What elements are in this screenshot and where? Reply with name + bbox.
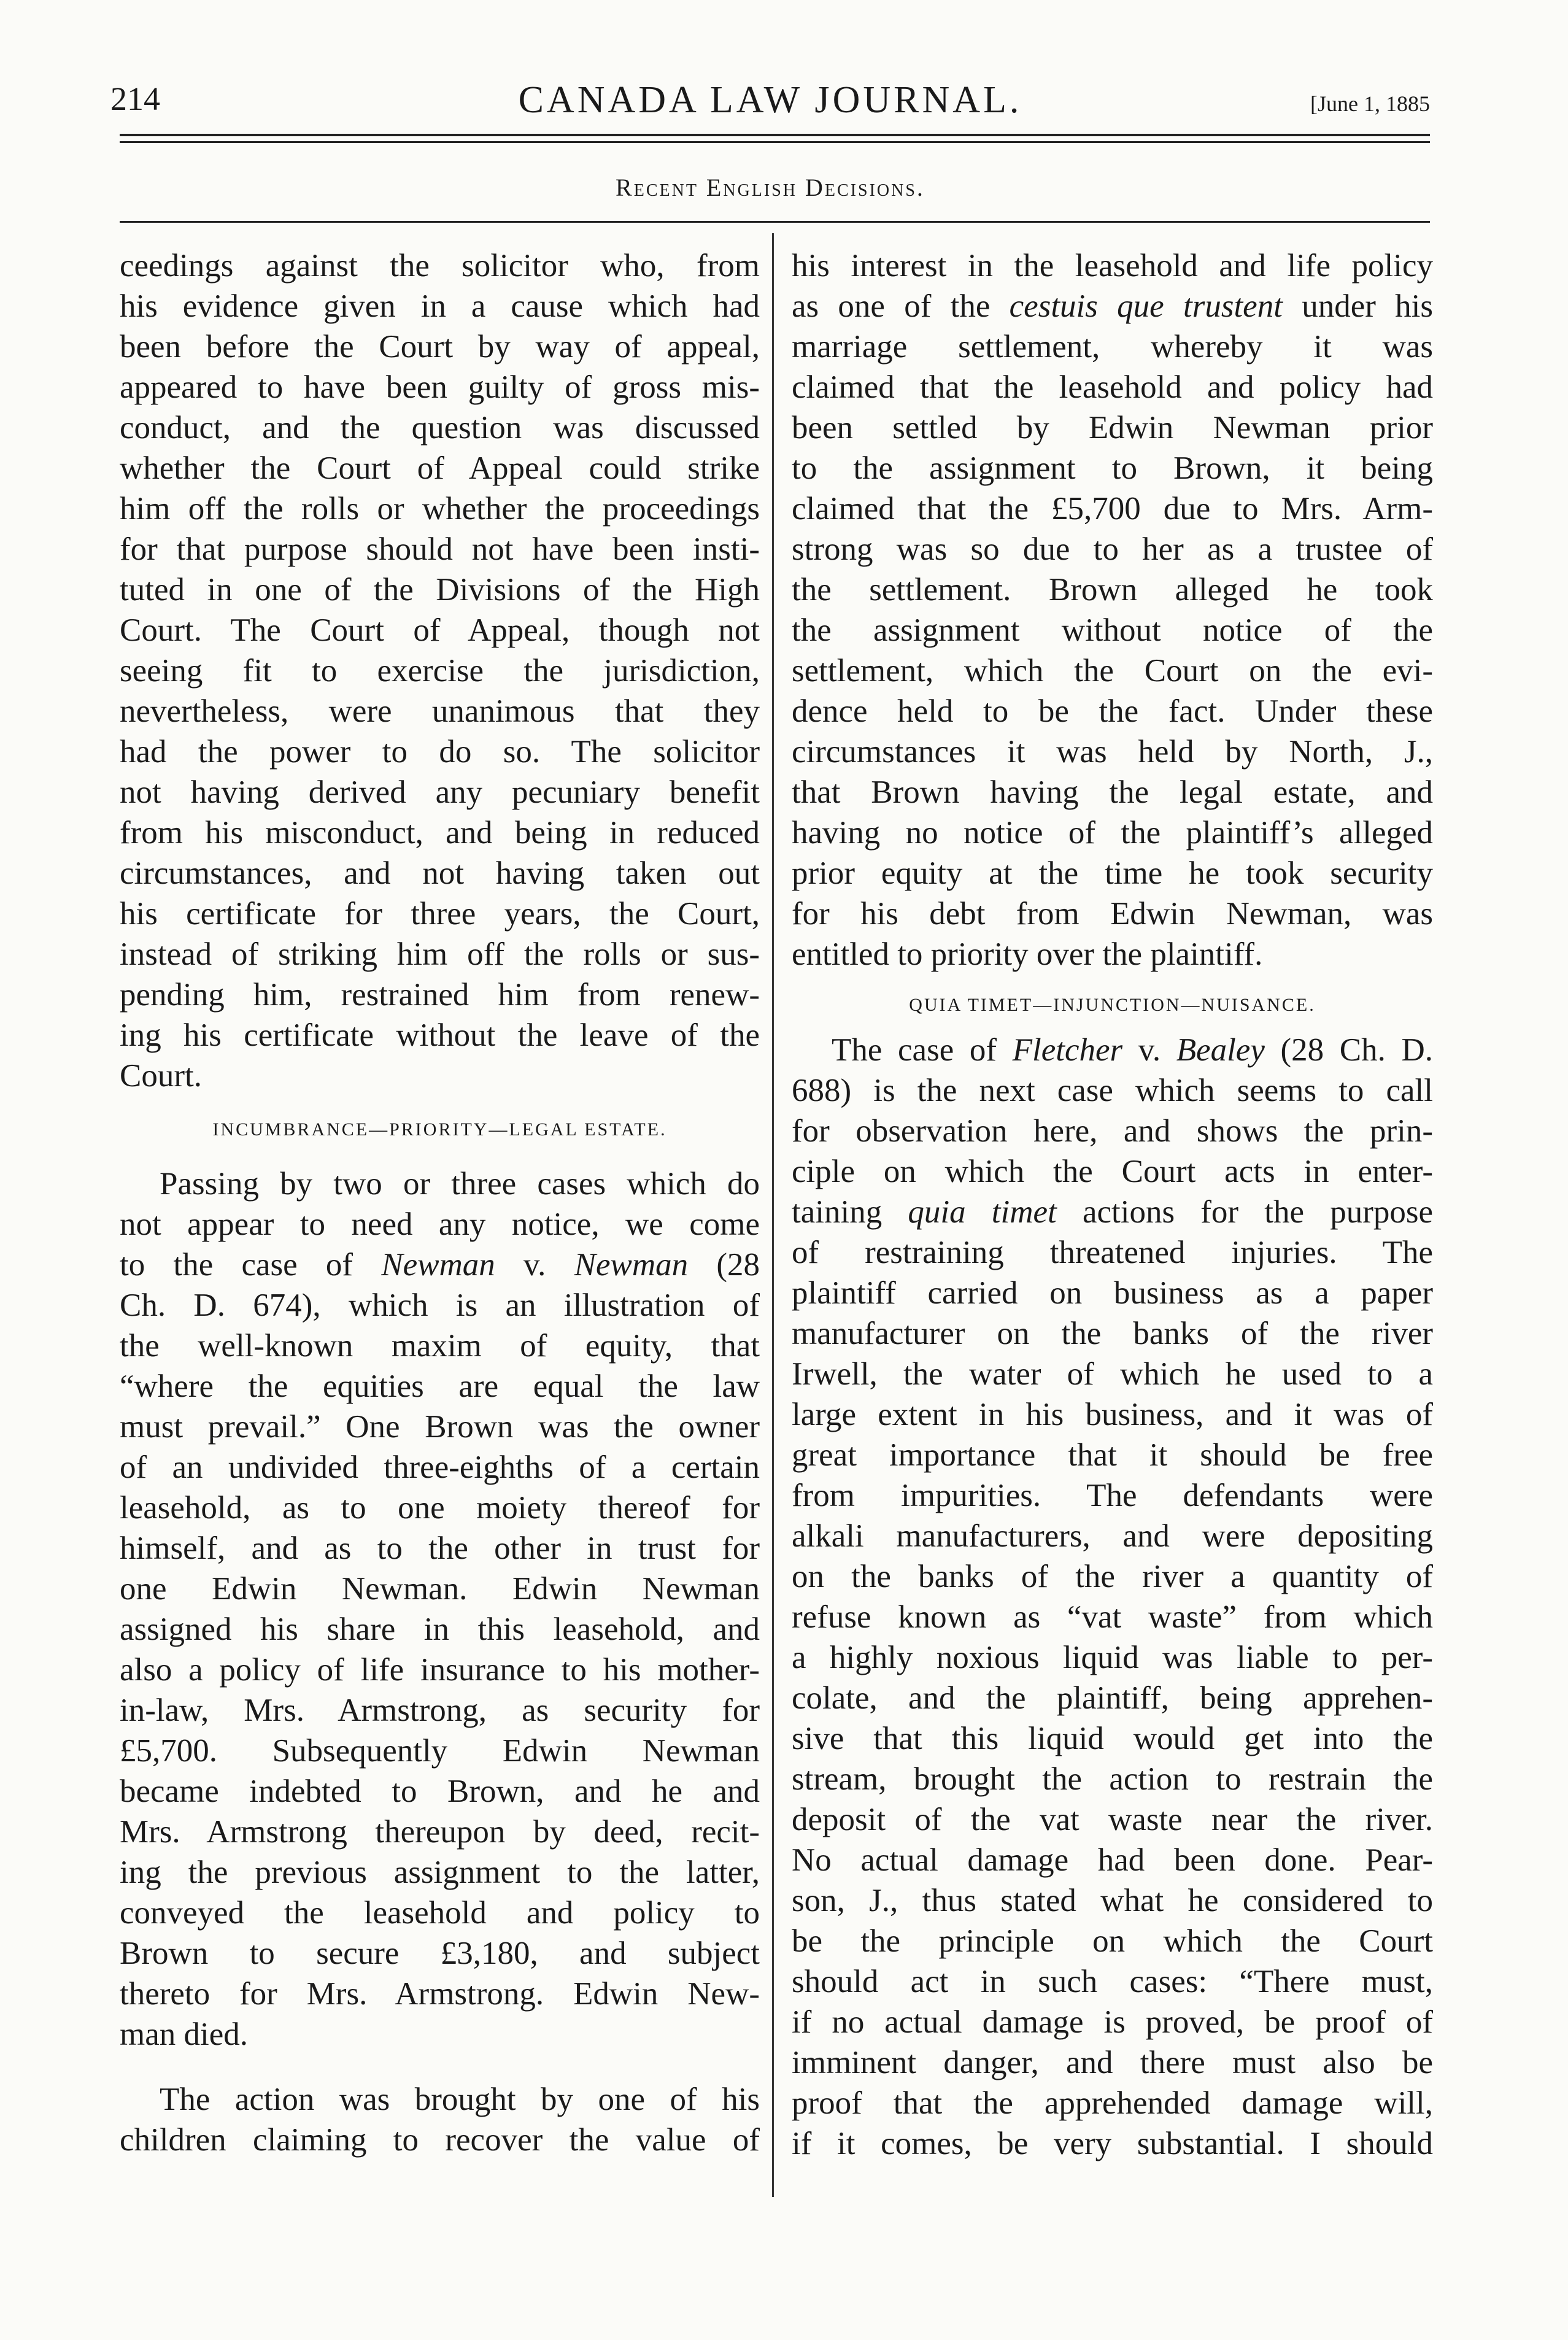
text-line: not appear to need any notice, we come (120, 1207, 760, 1242)
text-line: prior equity at the time he took security (792, 855, 1433, 891)
text-line: if no actual damage is proved, be proof of (792, 2004, 1433, 2040)
text-line: strong was so due to her as a trustee of (792, 531, 1433, 567)
text-line: his certificate for three years, the Court, (120, 896, 760, 932)
text-line: one Edwin Newman. Edwin Newman (120, 1571, 760, 1607)
case-name: Fletcher (1012, 1032, 1123, 1068)
text-line: £5,700. Subsequently Edwin Newman (120, 1733, 760, 1769)
text-line: had the power to do so. The solicitor (120, 734, 760, 770)
subsection-heading: INCUMBRANCE—PRIORITY—LEGAL ESTATE. (212, 1119, 667, 1140)
left-column (120, 245, 760, 2160)
text-line: man died. (120, 2017, 248, 2052)
case-name: Newman (574, 1247, 689, 1283)
text-line: Ch. D. 674), which is an illustration of (120, 1288, 760, 1323)
paragraph (120, 2079, 760, 2160)
text-line: ciple on which the Court acts in enter- (792, 1154, 1433, 1189)
text-line: as one of the cestuis que trustent under his (792, 288, 1433, 324)
text-line: refuse known as “vat waste” from which (792, 1599, 1433, 1635)
text-line: deposit of the vat waste near the river. (792, 1802, 1433, 1837)
case-name: Newman (381, 1247, 495, 1283)
text-line: having no notice of the plaintiff’s alleged (792, 815, 1433, 851)
header-rule (120, 134, 1430, 136)
text-line: his evidence given in a cause which had (120, 288, 760, 324)
text-line: proof that the apprehended damage will, (792, 2085, 1433, 2121)
text-line: a highly noxious liquid was liable to per- (792, 1640, 1433, 1675)
text-line: Passing by two or three cases which do (160, 1166, 760, 1202)
right-column (792, 245, 1433, 2164)
text-line: Irwell, the water of which he used to a (792, 1356, 1433, 1392)
section-title: Recent English Decisions. (616, 174, 925, 201)
text-line: appeared to have been guilty of gross mis- (120, 369, 760, 405)
text-line: on the banks of the river a quantity of (792, 1559, 1433, 1594)
paragraph (120, 245, 760, 1096)
text-line: should act in such cases: “There must, (792, 1964, 1433, 1999)
text-line: the settlement. Brown alleged he took (792, 572, 1433, 608)
text-line: sive that this liquid would get into the (792, 1721, 1433, 1756)
text-line: Mrs. Armstrong thereupon by deed, recit- (120, 1814, 760, 1850)
text-line: manufacturer on the banks of the river (792, 1316, 1433, 1351)
text-line: for observation here, and shows the prin- (792, 1113, 1433, 1149)
case-name: Bealey (1176, 1032, 1265, 1068)
text-line: stream, brought the action to restrain the (792, 1761, 1433, 1797)
text-line: became indebted to Brown, and he and (120, 1774, 760, 1809)
text-line: Court. (120, 1058, 202, 1094)
issue-date: [June 1, 1885 (1310, 91, 1430, 116)
text-line: of an undivided three-eighths of a certain (120, 1450, 760, 1485)
text-line: been before the Court by way of appeal, (120, 329, 760, 365)
text-line: be the principle on which the Court (792, 1923, 1433, 1959)
text-line: conveyed the leasehold and policy to (120, 1895, 760, 1931)
text-line: The action was brought by one of his (160, 2082, 760, 2117)
column-divider (772, 233, 774, 2197)
header-rule (120, 141, 1430, 143)
text-line: Brown to secure £3,180, and subject (120, 1936, 760, 1971)
paragraph (792, 1030, 1433, 2164)
text-line: taining quia timet actions for the purpose (792, 1194, 1433, 1230)
text-line: The case of Fletcher v. Bealey (28 Ch. D. (832, 1032, 1433, 1068)
text-line: pending him, restrained him from renew- (120, 977, 760, 1013)
text-line: claimed that the £5,700 due to Mrs. Arm- (792, 491, 1433, 527)
text-line: for that purpose should not have been insti- (120, 531, 760, 567)
text-line: entitled to priority over the plaintiff. (792, 936, 1263, 972)
text-line: his interest in the leasehold and life policy (792, 248, 1433, 284)
text-line: must prevail.” One Brown was the owner (120, 1409, 760, 1445)
text-line: to the assignment to Brown, it being (792, 450, 1433, 486)
text-line: dence held to be the fact. Under these (792, 693, 1433, 729)
paragraph (120, 1164, 760, 2055)
text-line: him off the rolls or whether the proceedings (120, 491, 760, 527)
latin-term: cestuis que trustent (1009, 288, 1283, 324)
text-line: that Brown having the legal estate, and (792, 774, 1433, 810)
text-line: leasehold, as to one moiety thereof for (120, 1490, 760, 1526)
text-line: tuted in one of the Divisions of the High (120, 572, 760, 608)
text-line: himself, and as to the other in trust for (120, 1531, 760, 1566)
text-line: to the case of Newman v. Newman (28 (120, 1247, 760, 1283)
text-line: 688) is the next case which seems to call (792, 1073, 1433, 1108)
subsection-heading: QUIA TIMET—INJUNCTION—NUISANCE. (909, 995, 1316, 1015)
text-line: assigned his share in this leasehold, and (120, 1612, 760, 1647)
text-line: circumstances it was held by North, J., (792, 734, 1433, 770)
text-line: nevertheless, were unanimous that they (120, 693, 760, 729)
text-line: “where the equities are equal the law (120, 1369, 760, 1404)
text-line: the well-known maxim of equity, that (120, 1328, 760, 1364)
text-line: conduct, and the question was discussed (120, 410, 760, 446)
text-line: great importance that it should be free (792, 1437, 1433, 1473)
text-line: whether the Court of Appeal could strike (120, 450, 760, 486)
running-header (110, 74, 1430, 129)
text-line: the assignment without notice of the (792, 612, 1433, 648)
text-line: imminent danger, and there must also be (792, 2045, 1433, 2080)
text-line: plaintiff carried on business as a paper (792, 1275, 1433, 1311)
text-line: instead of striking him off the rolls or sus- (120, 936, 760, 972)
text-line: from his misconduct, and being in reduced (120, 815, 760, 851)
text-line: circumstances, and not having taken out (120, 855, 760, 891)
text-line: No actual damage had been done. Pear- (792, 1842, 1433, 1878)
text-line: seeing fit to exercise the jurisdiction, (120, 653, 760, 689)
text-line: ceedings against the solicitor who, from (120, 248, 760, 284)
text-line: colate, and the plaintiff, being apprehen- (792, 1680, 1433, 1716)
text-line: large extent in his business, and it was of (792, 1397, 1433, 1432)
journal-title: CANADA LAW JOURNAL. (518, 79, 1022, 121)
text-line: in-law, Mrs. Armstrong, as security for (120, 1693, 760, 1728)
text-line: Court. The Court of Appeal, though not (120, 612, 760, 648)
text-line: ing his certificate without the leave of the (120, 1017, 760, 1053)
text-line: of restraining threatened injuries. The (792, 1235, 1433, 1270)
text-line: alkali manufacturers, and were depositing (792, 1518, 1433, 1554)
text-line: been settled by Edwin Newman prior (792, 410, 1433, 446)
page-number: 214 (110, 80, 160, 117)
text-line: thereto for Mrs. Armstrong. Edwin New- (120, 1976, 760, 2012)
text-line: for his debt from Edwin Newman, was (792, 896, 1433, 932)
text-line: ing the previous assignment to the latter, (120, 1855, 760, 1890)
text-line: marriage settlement, whereby it was (792, 329, 1433, 365)
text-line: claimed that the leasehold and policy had (792, 369, 1433, 405)
text-line: also a policy of life insurance to his mother- (120, 1652, 760, 1688)
text-line: son, J., thus stated what he considered to (792, 1883, 1433, 1918)
section-rule (120, 221, 1430, 223)
latin-term: quia timet (908, 1194, 1057, 1230)
text-line: if it comes, be very substantial. I should (792, 2126, 1433, 2161)
text-line: children claiming to recover the value of (120, 2122, 760, 2158)
text-line: settlement, which the Court on the evi- (792, 653, 1433, 689)
text-line: not having derived any pecuniary benefit (120, 774, 760, 810)
paragraph (792, 245, 1433, 975)
text-line: from impurities. The defendants were (792, 1478, 1433, 1513)
